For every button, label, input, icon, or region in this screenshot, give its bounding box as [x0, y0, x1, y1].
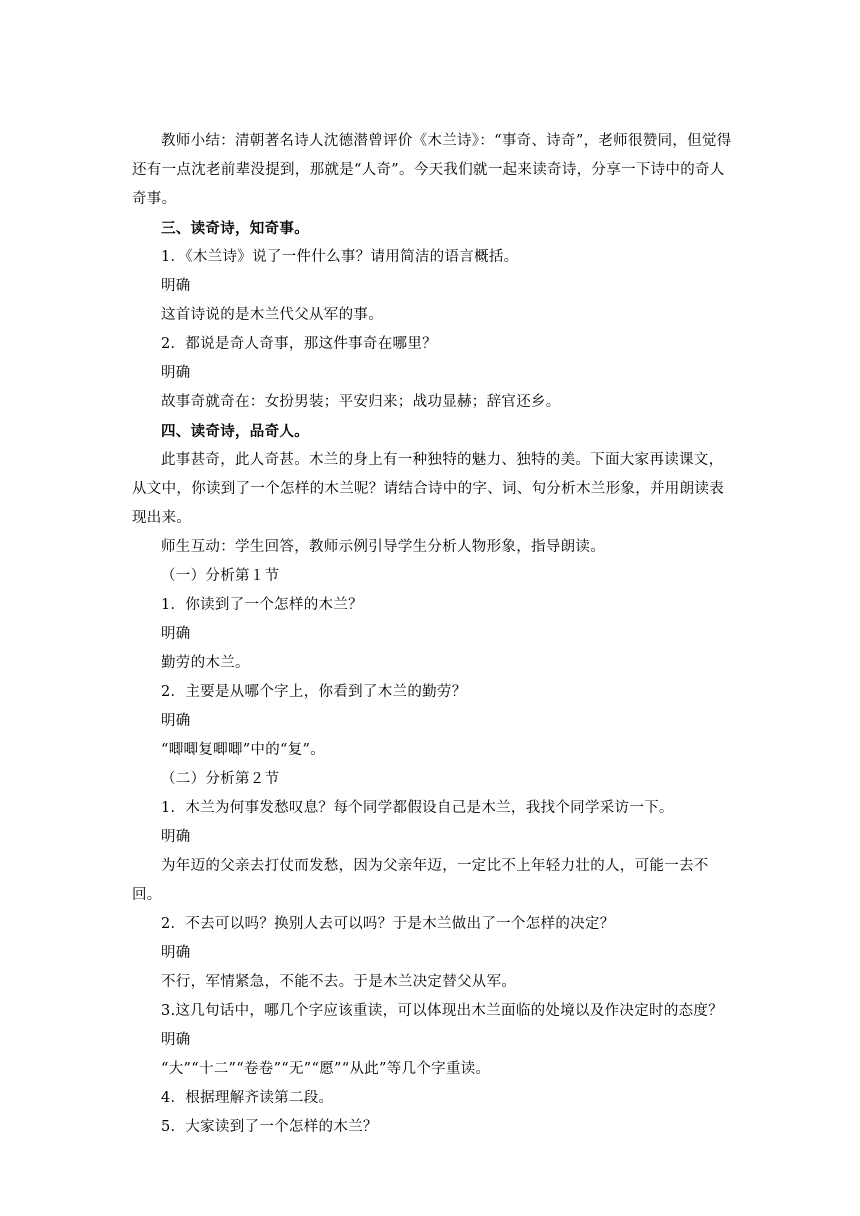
question-2: 2．主要是从哪个字上，你看到了木兰的勤劳？ — [161, 684, 467, 700]
answer-label: 明确 — [161, 945, 191, 961]
answer-label: 明确 — [161, 365, 191, 381]
answer-text: 不行，军情紧急，不能不去。于是木兰决定替父从军。 — [161, 974, 517, 990]
answer-label: 明确 — [161, 626, 191, 642]
question-4: 4．根据理解齐读第二段。 — [161, 1090, 334, 1106]
subsection-heading-2: （二）分析第２节 — [161, 771, 280, 787]
intro-paragraph: 此事甚奇，此人奇甚。木兰的身上有一种独特的魅力、独特的美。下面大家再读课文，从文中，你读到了一个怎样的木兰呢？请结合诗中的字、词、句分析木兰形象，并用朗读表现出来。 — [132, 452, 724, 526]
interaction-paragraph: 师生互动：学生回答，教师示例引导学生分析人物形象，指导朗读。 — [161, 539, 605, 555]
answer-text: 故事奇就奇在：女扮男装；平安归来；战功显赫；辞官还乡。 — [161, 394, 561, 410]
subsection-heading-1: （一）分析第１节 — [161, 568, 280, 584]
answer-label: 明确 — [161, 829, 191, 845]
answer-text: “大”“十二”“卷卷”“无”“愿”“从此”等几个字重读。 — [161, 1061, 491, 1077]
answer-label: 明确 — [161, 713, 191, 729]
answer-text: 为年迈的父亲去打仗而发愁，因为父亲年迈，一定比不上年轻力壮的人，可能一去不回。 — [132, 858, 709, 903]
question-1: 1．你读到了一个怎样的木兰？ — [161, 597, 363, 613]
summary-paragraph: 教师小结：清朝著名诗人沈德潜曾评价《木兰诗》：“事奇、诗奇”，老师很赞同，但觉得还有一点沈老前辈没提到，那就是“人奇”。今天我们就一起来读奇诗，分享一下诗中的奇人奇事。 — [132, 133, 732, 207]
question-1: 1．《木兰诗》说了一件什么事？请用简洁的语言概括。 — [161, 249, 519, 265]
question-1: 1．木兰为何事发愁叹息？每个同学都假设自己是木兰，我找个同学采访一下。 — [161, 800, 674, 816]
answer-label: 明确 — [161, 1032, 191, 1048]
question-5: 5．大家读到了一个怎样的木兰？ — [161, 1119, 378, 1135]
section-heading-4: 四、读奇诗，品奇人。 — [161, 423, 309, 440]
document-page — [132, 127, 732, 1142]
question-2: 2．都说是奇人奇事，那这件事奇在哪里？ — [161, 336, 437, 352]
section-heading-3: 三、读奇诗，知奇事。 — [161, 220, 309, 237]
answer-text: 这首诗说的是木兰代父从军的事。 — [161, 307, 383, 323]
answer-text: “唧唧复唧唧”中的“复”。 — [161, 742, 326, 758]
answer-text: 勤劳的木兰。 — [161, 655, 250, 671]
question-2: 2．不去可以吗？换别人去可以吗？于是木兰做出了一个怎样的决定？ — [161, 916, 615, 932]
question-3: 3.这几句话中，哪几个字应该重读，可以体现出木兰面临的处境以及作决定时的态度？ — [161, 1003, 724, 1019]
answer-label: 明确 — [161, 278, 191, 294]
